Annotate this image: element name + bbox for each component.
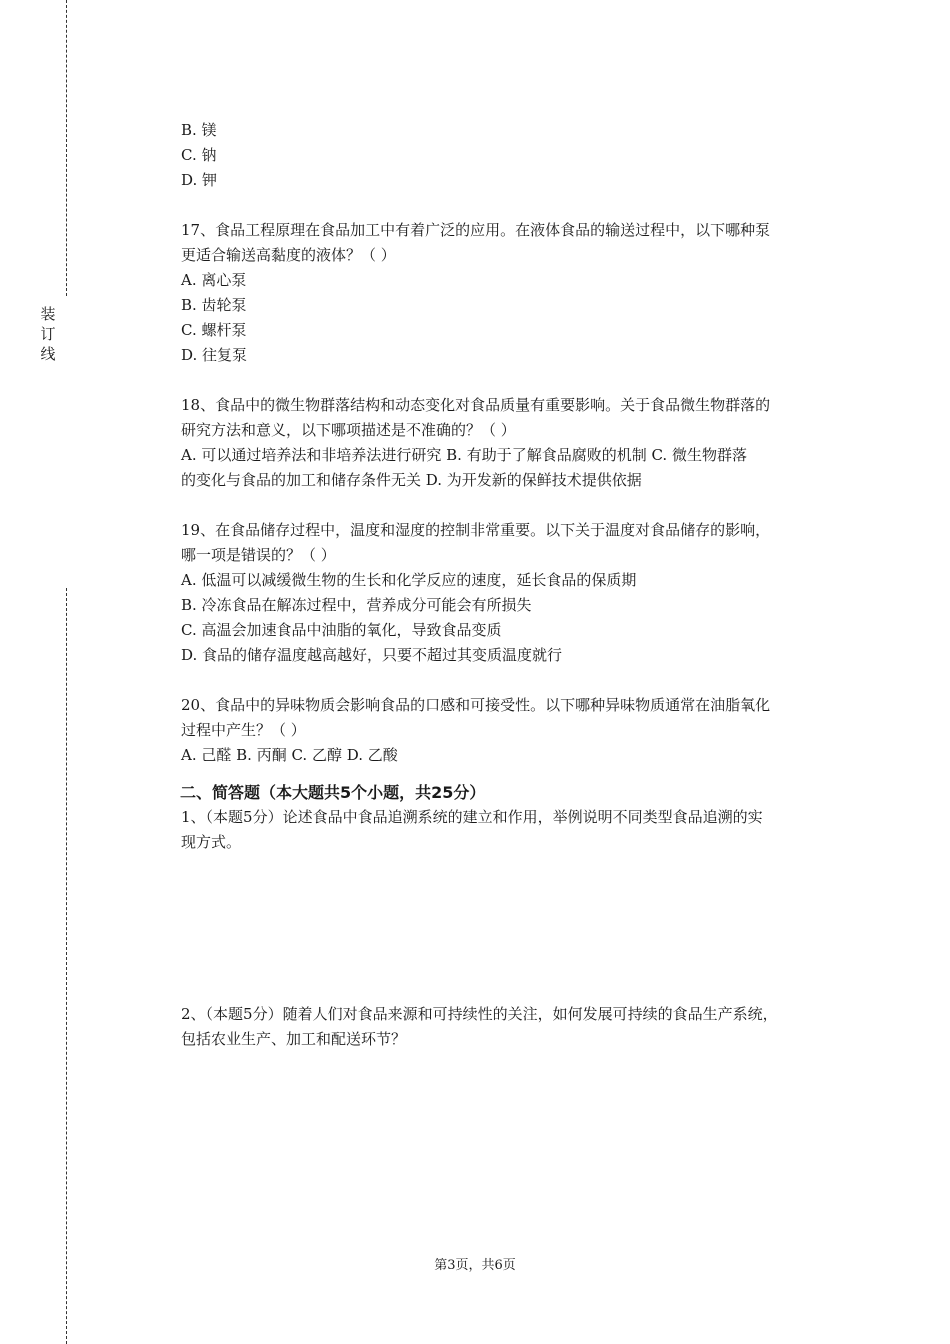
question-stem: 17、食品工程原理在食品加工中有着广泛的应用。在液体食品的输送过程中，以下哪种泵 xyxy=(181,221,771,239)
question-stem: 19、在食品储存过程中，温度和湿度的控制非常重要。以下关于温度对食品储存的影响， xyxy=(181,521,771,539)
question-18 xyxy=(181,393,853,493)
question-stem: 1、（本题5分）论述食品中食品追溯系统的建立和作用，举例说明不同类型食品追溯的实 xyxy=(181,808,763,826)
option: B. 冷冻食品在解冻过程中，营养成分可能会有所损失 xyxy=(181,596,532,614)
option: 的变化与食品的加工和储存条件无关 D. 为开发新的保鲜技术提供依据 xyxy=(181,471,642,489)
q16-options xyxy=(181,118,853,193)
page-footer: 第3页，共6页 xyxy=(434,1258,516,1273)
question-stem: 哪一项是错误的？（ ） xyxy=(181,546,336,564)
option: A. 可以通过培养法和非培养法进行研究 B. 有助于了解食品腐败的机制 C. 微生物群落 xyxy=(181,446,747,464)
question-17 xyxy=(181,218,853,368)
question-stem: 过程中产生？（ ） xyxy=(181,721,306,739)
binding-char: 订 xyxy=(40,325,56,343)
answer-space xyxy=(181,855,853,1002)
binding-char: 线 xyxy=(40,345,56,363)
option: C. 钠 xyxy=(181,146,217,164)
exam-content xyxy=(181,118,853,1052)
question-stem: 包括农业生产、加工和配送环节？ xyxy=(181,1030,407,1048)
binding-label xyxy=(38,304,58,364)
option: A. 离心泵 xyxy=(181,271,247,289)
option: C. 螺杆泵 xyxy=(181,321,247,339)
short-answer-2 xyxy=(181,1002,853,1052)
question-stem: 20、食品中的异味物质会影响食品的口感和可接受性。以下哪种异味物质通常在油脂氧化 xyxy=(181,696,771,714)
option: D. 食品的储存温度越高越好，只要不超过其变质温度就行 xyxy=(181,646,563,664)
question-stem: 研究方法和意义，以下哪项描述是不准确的？（ ） xyxy=(181,421,516,439)
short-answer-1 xyxy=(181,805,853,855)
option: B. 齿轮泵 xyxy=(181,296,247,314)
option: B. 镁 xyxy=(181,121,217,139)
option: C. 高温会加速食品中油脂的氧化，导致食品变质 xyxy=(181,621,502,639)
question-20 xyxy=(181,693,853,768)
binding-line-top xyxy=(66,0,67,296)
binding-line-bottom xyxy=(66,588,67,1344)
question-stem: 现方式。 xyxy=(181,833,242,851)
option: A. 己醛 B. 丙酮 C. 乙醇 D. 乙酸 xyxy=(181,746,398,764)
question-stem: 18、食品中的微生物群落结构和动态变化对食品质量有重要影响。关于食品微生物群落的 xyxy=(181,396,771,414)
question-stem: 2、（本题5分）随着人们对食品来源和可持续性的关注，如何发展可持续的食品生产系统， xyxy=(181,1005,778,1023)
binding-char: 装 xyxy=(40,305,56,323)
option: A. 低温可以减缓微生物的生长和化学反应的速度，延长食品的保质期 xyxy=(181,571,637,589)
option: D. 往复泵 xyxy=(181,346,248,364)
section-title: 二、简答题（本大题共5个小题，共25分） xyxy=(180,783,486,802)
option: D. 钾 xyxy=(181,171,218,189)
question-stem: 更适合输送高黏度的液体？（ ） xyxy=(181,246,396,264)
question-19 xyxy=(181,518,853,668)
